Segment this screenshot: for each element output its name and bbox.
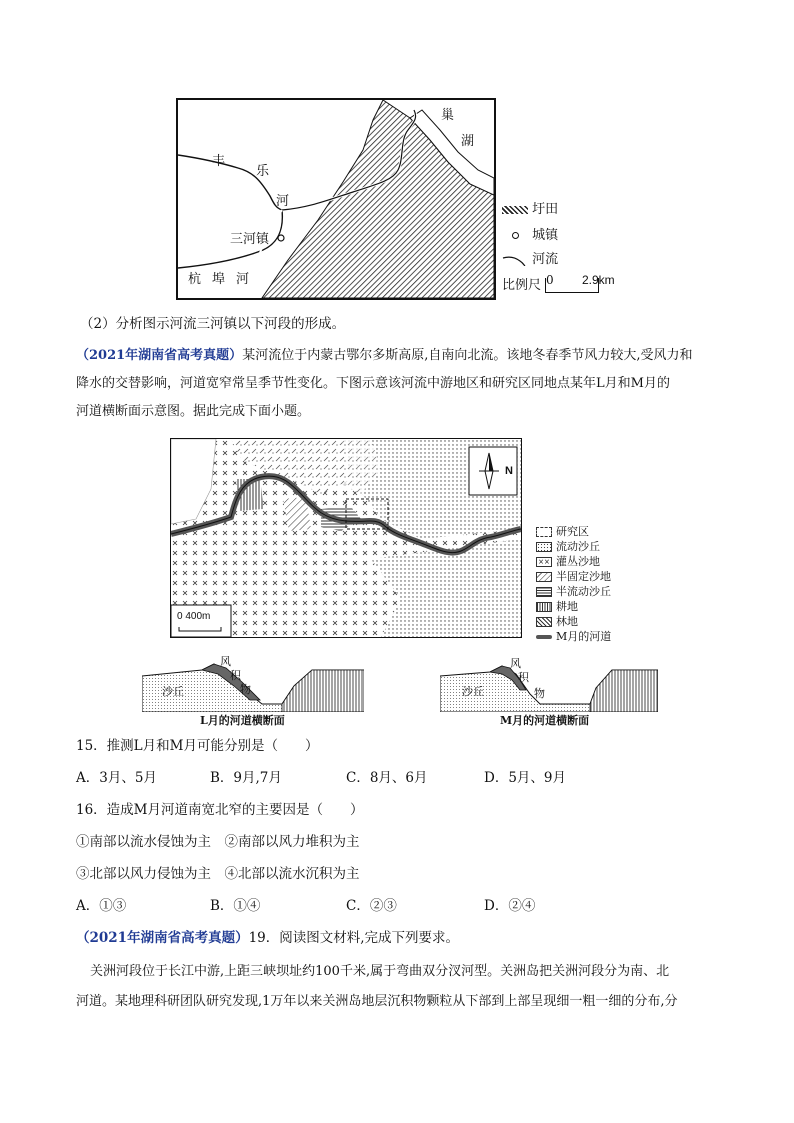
legend-polder: 圩田: [502, 200, 558, 220]
legend-cropland: 耕地: [536, 599, 611, 614]
q16-statement-1: ①南部以流水侵蚀为主 ②南部以风力堆积为主: [76, 834, 360, 850]
label-chao: 巢: [441, 108, 455, 123]
section-m-dune: 沙丘: [462, 685, 484, 698]
legend-river: 河流: [502, 250, 558, 270]
legend-semi-mobile: 半流动沙丘: [536, 584, 611, 599]
town-icon: [502, 226, 528, 246]
polder-swatch: [502, 206, 528, 214]
legend-mobile-dunes: 流动沙丘: [536, 539, 611, 554]
region-legend: [536, 524, 611, 644]
section-m-wind: 风: [510, 657, 521, 670]
legend-forest: 林地: [536, 614, 611, 629]
section-l-wu: 物: [240, 683, 251, 696]
question-part2: （2）分析图示河流三河镇以下河段的形成。: [80, 316, 346, 332]
q19-header: （2021年湖南省高考真题）19．阅读图文材料,完成下列要求。: [76, 930, 460, 946]
label-he: 河: [276, 194, 290, 209]
q16-option-a: A．①③: [76, 898, 127, 914]
label-feng: 丰: [212, 154, 226, 169]
section-m-ji: 积: [518, 671, 529, 684]
q15-option-b: B．9月,7月: [210, 770, 282, 786]
river-icon: [502, 254, 528, 266]
river-region-map: [170, 438, 522, 638]
q15-stem: 15．推测L月和M月可能分别是（ ）: [76, 738, 319, 754]
scale-zero: 0: [546, 273, 554, 287]
polder-area: [262, 100, 494, 298]
q15-option-c: C．8月、6月: [346, 770, 428, 786]
polder-map-svg: [178, 100, 494, 298]
polder-map: [176, 98, 496, 300]
label-bu: 埠: [212, 272, 226, 287]
legend-semi-fixed: 半固定沙地: [536, 569, 611, 584]
q16-statement-2: ③北部以风力侵蚀为主 ④北部以流水沉积为主: [76, 866, 360, 882]
label-sanhe: 三河镇: [230, 232, 270, 247]
caption-m: M月的河道横断面: [500, 714, 590, 727]
label-hang: 杭: [188, 272, 202, 287]
section-m-wu: 物: [534, 687, 545, 700]
river-region-map-svg: [171, 439, 521, 637]
q19-paragraph-1: 关洲河段位于长江中游,上距三峡坝址约100千米,属于弯曲双分汊河型。关洲岛把关洲河段分为南、北: [90, 964, 670, 979]
north-label: N: [505, 465, 513, 477]
polder-legend: [502, 200, 558, 270]
q16-stem: 16．造成M月河道南宽北窄的主要因是（ ）: [76, 802, 364, 818]
intro-line2: 降水的交替影响，河道宽窄常呈季节性变化。下图示意该河流中游地区和研究区同地点某年L月和M月的: [76, 376, 670, 391]
legend-study-area: 研究区: [536, 524, 611, 539]
legend-m-river: M月的河道: [536, 629, 611, 644]
intro-line3: 河道横断面示意图。据此完成下面小题。: [76, 404, 311, 419]
q16-option-c: C．②③: [346, 898, 397, 914]
label-hu: 湖: [461, 134, 475, 149]
label-river: 河: [236, 272, 250, 287]
scale-label-400m: 0 400m: [177, 611, 211, 622]
section-l: [142, 656, 364, 712]
q15-option-a: A．3月、5月: [76, 770, 157, 786]
town-sanhe: [278, 235, 284, 241]
intro-line1: （2021年湖南省高考真题）某河流位于内蒙古鄂尔多斯高原,自南向北流。该地冬春季节风力较大,受风力和: [76, 348, 693, 363]
section-l-dune: 沙丘: [162, 685, 184, 698]
q19-paragraph-2: 河道。某地理科研团队研究发现,1万年以来关洲岛地层沉积物颗粒从下部到上部呈现细一粗一细的分布,分: [76, 994, 678, 1009]
section-m: [440, 658, 658, 712]
q16-option-d: D．②④: [484, 898, 536, 914]
section-l-ji: 积: [230, 669, 241, 682]
scale-end: 2.9km: [582, 273, 615, 287]
caption-l: L月的河道横断面: [200, 714, 285, 727]
polder-scale: 比例尺: [502, 276, 599, 296]
section-l-wind: 风: [220, 655, 231, 668]
legend-shrub-sand: ×× 灌丛沙地: [536, 554, 611, 569]
q16-option-b: B．①④: [210, 898, 261, 914]
legend-town: 城镇: [502, 226, 558, 246]
q15-option-d: D．5月、9月: [484, 770, 567, 786]
label-le: 乐: [256, 164, 270, 179]
